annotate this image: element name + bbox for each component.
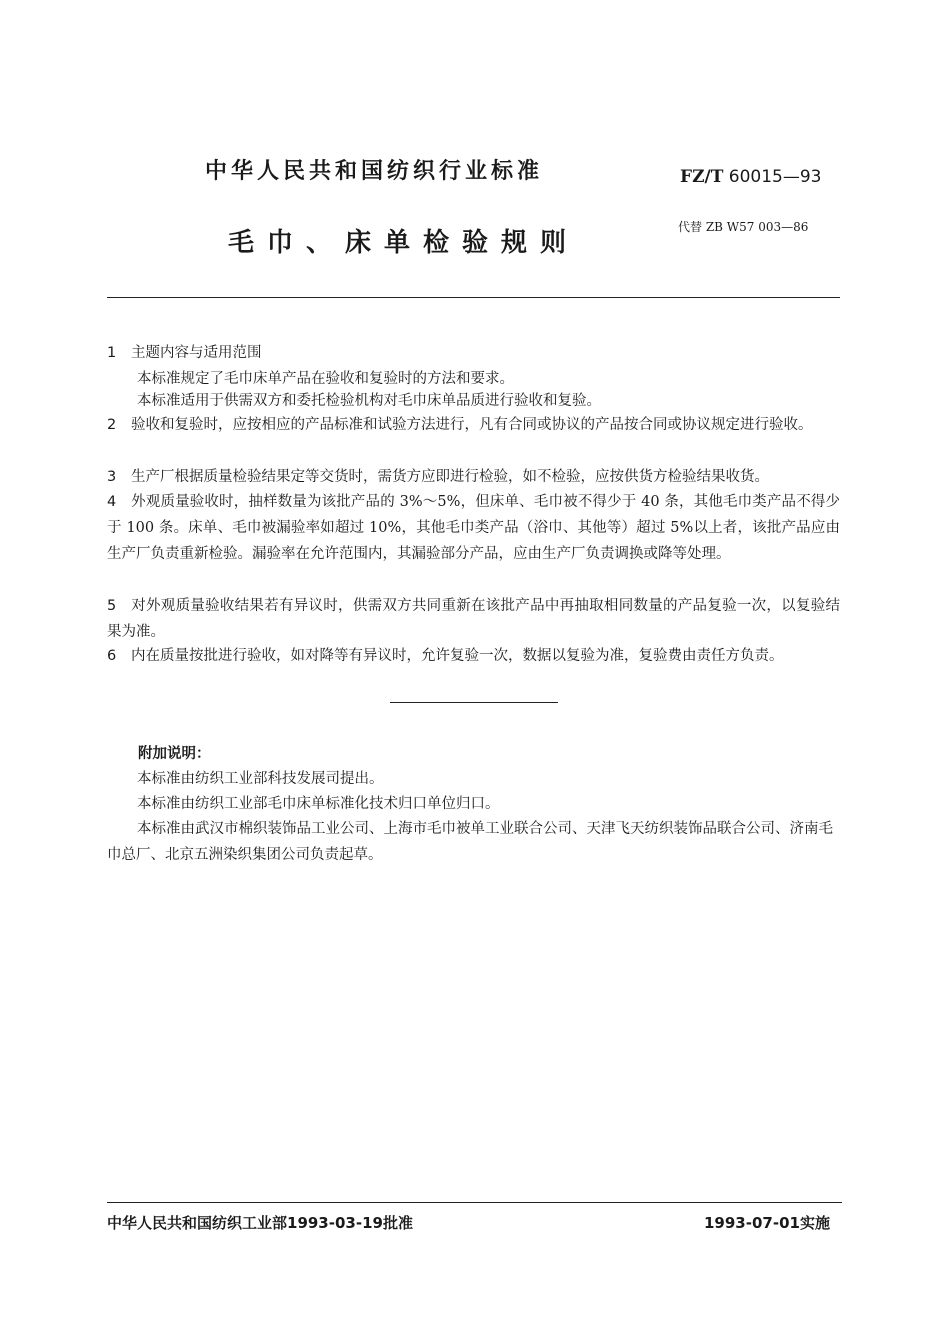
section-text: 生产厂根据质量检验结果定等交货时，需货方应即进行检验，如不检验，应按供货方检验结果收货。: [131, 469, 769, 485]
standard-code-prefix: FZ/T: [680, 167, 724, 187]
section-text: 内在质量按批进行验收，如对降等有异议时，允许复验一次，数据以复验为准，复验费由责任方负责。: [131, 648, 784, 664]
appendix-line-1: [107, 766, 840, 792]
effective-date: 1993-07-01实施: [704, 1214, 830, 1232]
standard-title: 中华人民共和国纺织行业标准: [205, 159, 544, 184]
section-2: [107, 412, 840, 438]
section-number: 4: [107, 494, 117, 510]
section-text: 验收和复验时，应按相应的产品标准和试验方法进行，凡有合同或协议的产品按合同或协议规定进行验收。: [131, 417, 813, 433]
appendix-line-3: [107, 816, 840, 868]
end-of-text-divider: [390, 702, 558, 703]
section-1-para-2: [107, 388, 840, 414]
section-number: 2: [107, 417, 117, 433]
standard-code-number: 60015—93: [728, 167, 822, 187]
section-3: [107, 464, 840, 490]
appendix-text: 本标准由纺织工业部科技发展司提出。: [137, 771, 384, 787]
section-number: 1: [107, 345, 117, 361]
section-text: 本标准适用于供需双方和委托检验机构对毛巾床单品质进行验收和复验。: [137, 393, 601, 409]
section-1-heading: [107, 340, 840, 366]
appendix-text: 本标准由纺织工业部毛巾床单标准化技术归口单位归口。: [137, 796, 500, 812]
header-divider: [107, 297, 840, 298]
section-number: 3: [107, 469, 117, 485]
standard-code: [680, 167, 821, 187]
replaces-note: 代替 ZB W57 003—86: [678, 220, 809, 234]
section-number: 6: [107, 648, 117, 664]
section-text: 外观质量验收时，抽样数量为该批产品的 3%～5%，但床单、毛巾被不得少于 40 条，其他毛巾类产品不得少于 100 条。床单、毛巾被漏验率如超过 10%，其他毛巾类产品（浴巾、其他等）超过 5%以上者，该批产品应由生产厂负责重新检验。漏验率在允许范围内，其漏验部分产品，应由生产厂负责调换或降等处理。: [107, 494, 840, 562]
document-title: 毛巾、床单检验规则: [228, 228, 580, 258]
appendix-title: 附加说明：: [138, 746, 211, 762]
footer-divider: [107, 1202, 842, 1203]
appendix-text: 本标准由武汉市棉织装饰品工业公司、上海市毛巾被单工业联合公司、天津飞天纺织装饰品联合公司、济南毛巾总厂、北京五洲染织集团公司负责起草。: [107, 821, 833, 863]
section-text: 本标准规定了毛巾床单产品在验收和复验时的方法和要求。: [137, 371, 514, 387]
section-4: [107, 489, 840, 567]
approval-statement: 中华人民共和国纺织工业部1993-03-19批准: [107, 1214, 413, 1232]
section-5: [107, 593, 840, 645]
section-text: 对外观质量验收结果若有异议时，供需双方共同重新在该批产品中再抽取相同数量的产品复验一次，以复验结果为准。: [107, 598, 840, 640]
section-text: 主题内容与适用范围: [131, 345, 262, 361]
section-6: [107, 643, 840, 669]
appendix-line-2: [107, 791, 840, 817]
section-number: 5: [107, 598, 117, 614]
